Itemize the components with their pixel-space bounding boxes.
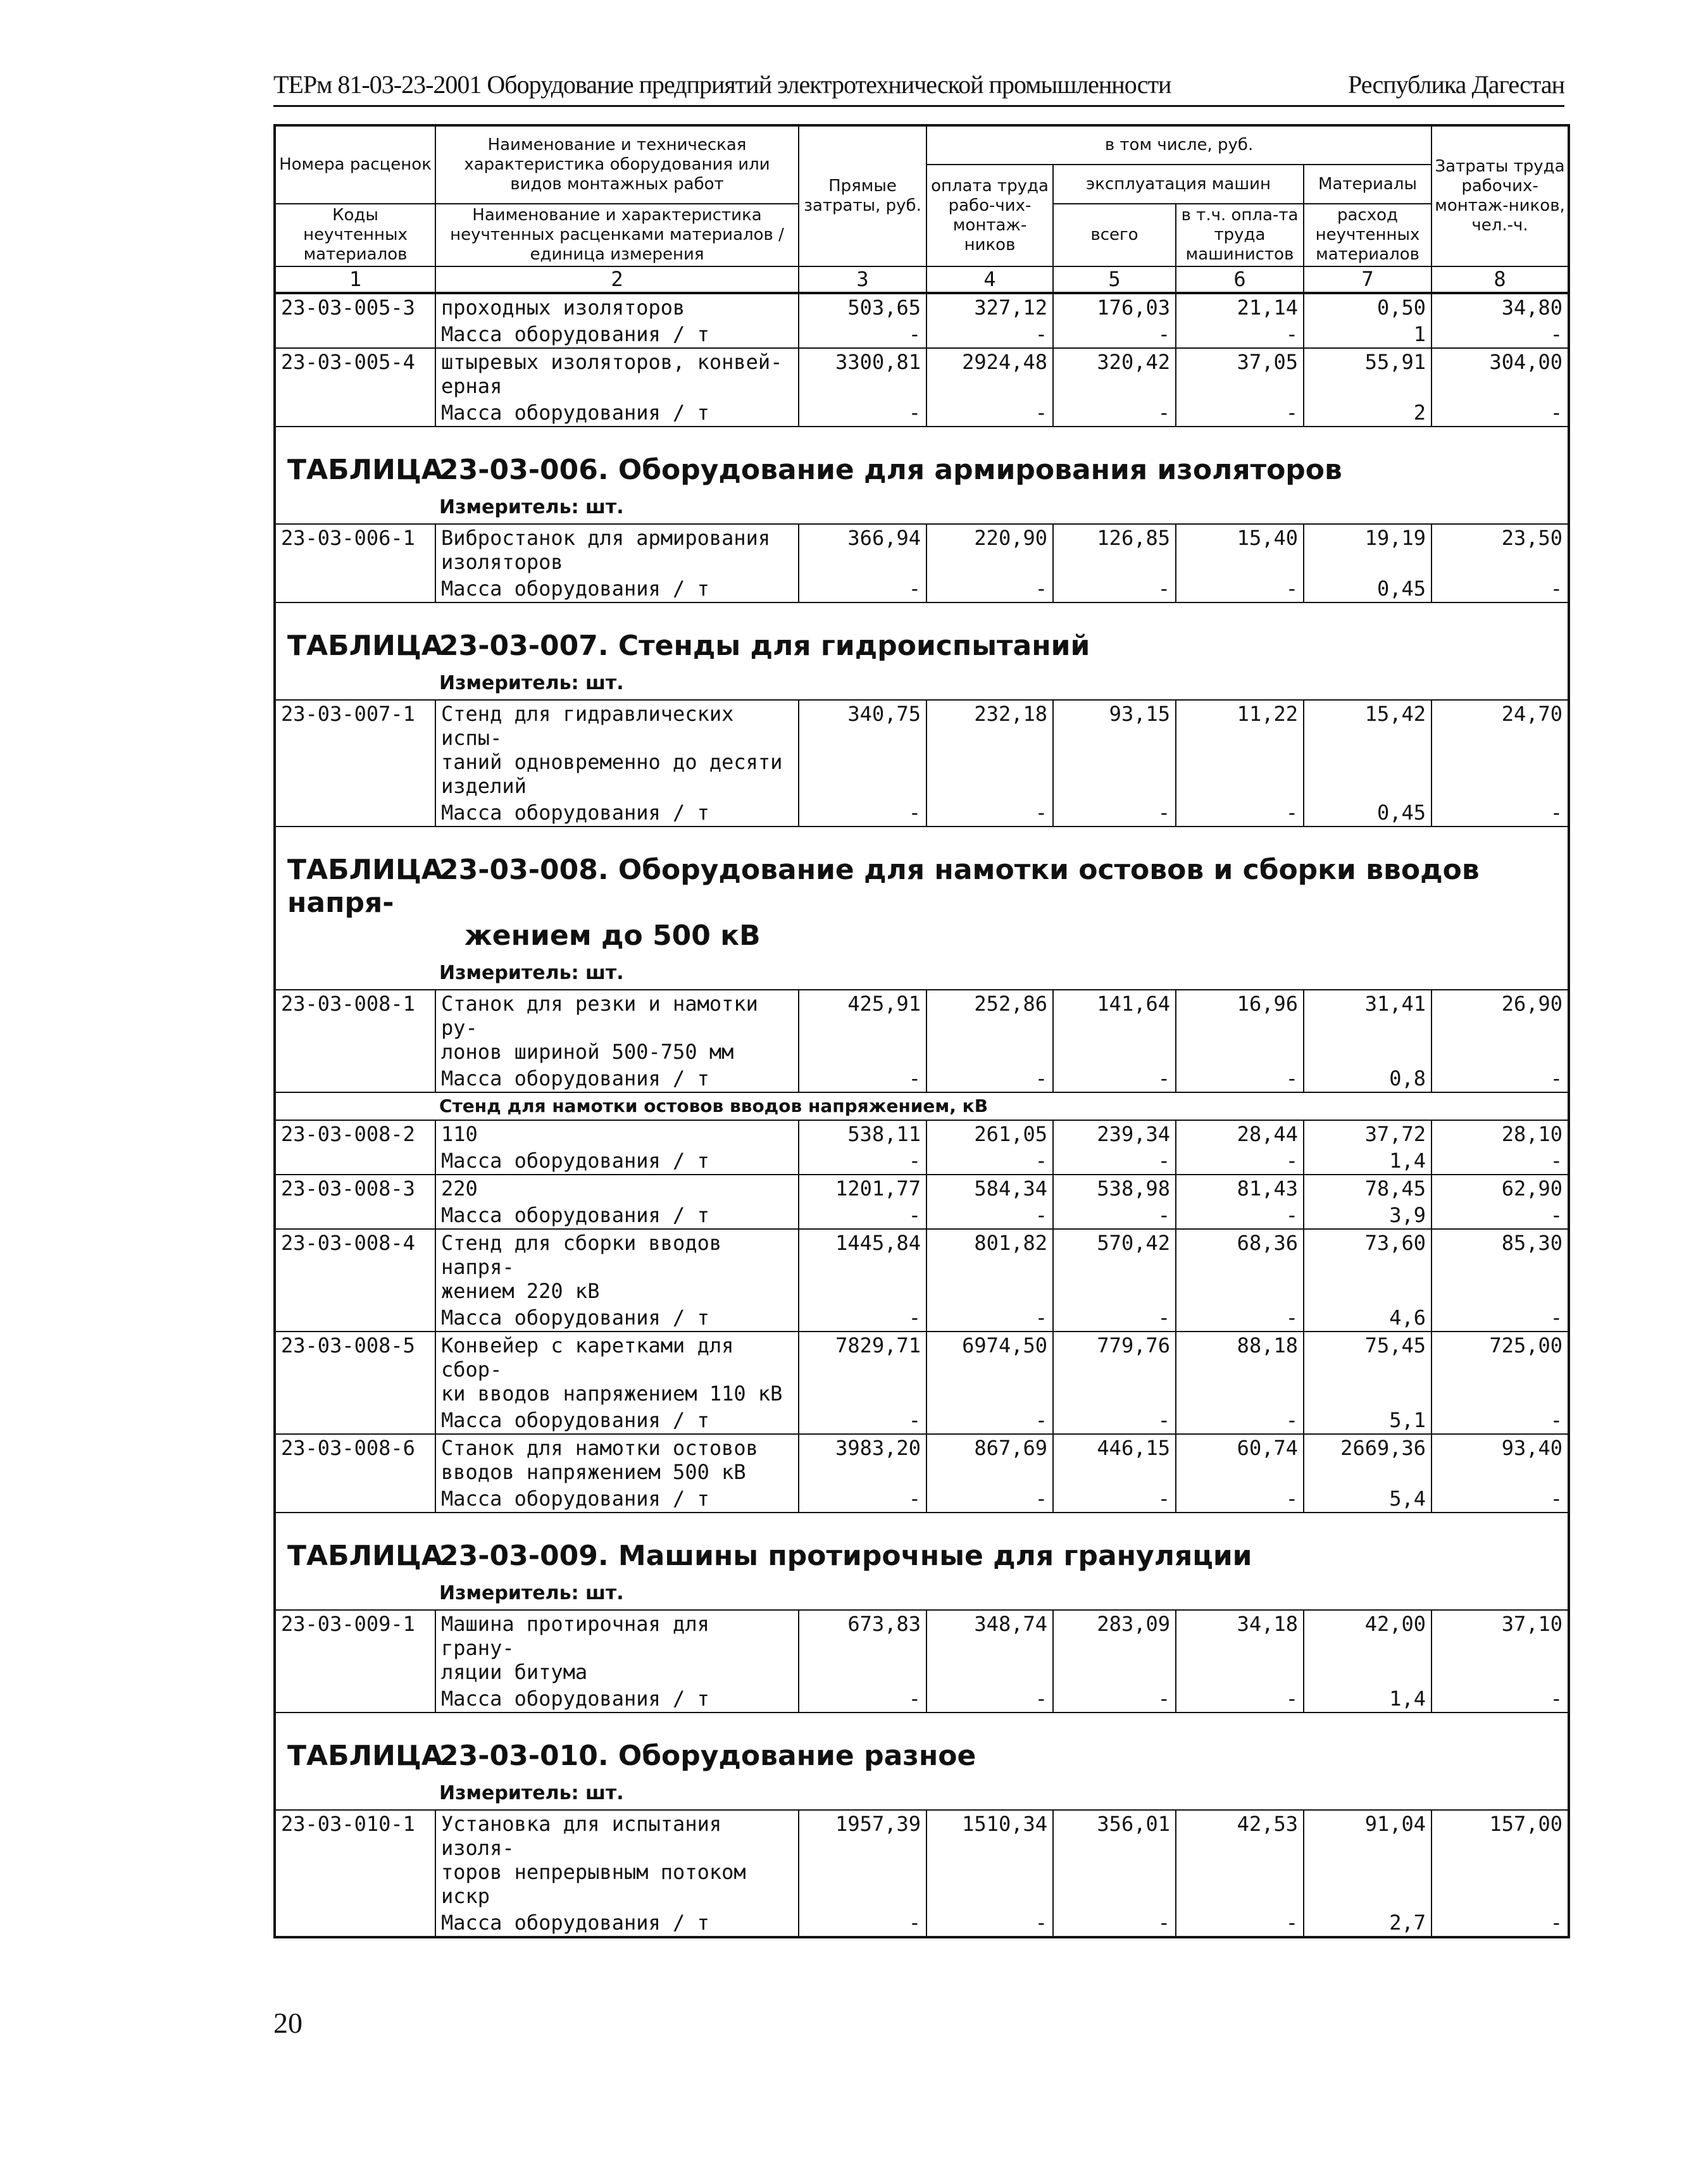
- header-name-top: Наименование и техническая характеристика оборудования или видов монтажных работ: [435, 125, 799, 204]
- mass-value: 0,45: [1304, 575, 1431, 602]
- mass-value: -: [1053, 1485, 1176, 1513]
- mass-label: Масса оборудования / т: [435, 799, 799, 827]
- rate-code: 23-03-008-4: [275, 1229, 435, 1304]
- rate-code: 23-03-008-2: [275, 1120, 435, 1147]
- rate-code: 23-03-007-1: [275, 700, 435, 799]
- machines-cost: 446,15: [1053, 1434, 1176, 1485]
- machinists-wage: 60,74: [1176, 1434, 1304, 1485]
- section-title-row: [275, 1713, 1569, 1810]
- labor-hours: 304,00: [1431, 348, 1569, 399]
- rate-name: Вибростанок для армирования изоляторов: [435, 524, 799, 575]
- labor-hours: 28,10: [1431, 1120, 1569, 1147]
- materials-cost: 75,45: [1304, 1332, 1431, 1407]
- mass-value: -: [1431, 1407, 1569, 1434]
- mass-value: 1,4: [1304, 1685, 1431, 1713]
- machinists-wage: 68,36: [1176, 1229, 1304, 1304]
- machinists-wage: 34,18: [1176, 1610, 1304, 1685]
- machines-cost: 283,09: [1053, 1610, 1176, 1685]
- mass-value: -: [1431, 799, 1569, 827]
- rate-code: 23-03-008-6: [275, 1434, 435, 1485]
- mass-row: [275, 575, 1569, 602]
- header-direct-costs: Прямые затраты, руб.: [799, 125, 926, 266]
- materials-cost: 55,91: [1304, 348, 1431, 399]
- table-row: [275, 1229, 1569, 1304]
- measure-label: Измеритель: шт.: [439, 496, 624, 518]
- column-number: 6: [1176, 266, 1304, 293]
- table-row: [275, 700, 1569, 799]
- table-row: [275, 293, 1569, 321]
- materials-cost: 15,42: [1304, 700, 1431, 799]
- direct-cost: 1957,39: [799, 1810, 926, 1909]
- mass-label: Масса оборудования / т: [435, 575, 799, 602]
- labor-hours: 23,50: [1431, 524, 1569, 575]
- mass-value: -: [799, 1202, 926, 1229]
- mass-value: -: [926, 1407, 1053, 1434]
- mass-row: [275, 1407, 1569, 1434]
- machines-cost: 570,42: [1053, 1229, 1176, 1304]
- section-title: ТАБЛИЦА23-03-006. Оборудование для армирования изоляторов: [287, 454, 1342, 486]
- table-row: [275, 1610, 1569, 1685]
- mass-row: [275, 1685, 1569, 1713]
- wage-cost: 261,05: [926, 1120, 1053, 1147]
- mass-value: 5,1: [1304, 1407, 1431, 1434]
- mass-value: -: [799, 799, 926, 827]
- table-row: [275, 1175, 1569, 1202]
- wage-cost: 867,69: [926, 1434, 1053, 1485]
- mass-label: Масса оборудования / т: [435, 1909, 799, 1937]
- mass-value: 2: [1304, 399, 1431, 427]
- rate-name: 220: [435, 1175, 799, 1202]
- table-header: [275, 125, 1569, 293]
- header-code-top: Номера расценок: [275, 125, 435, 204]
- mass-value: -: [1431, 321, 1569, 348]
- mass-value: -: [1431, 399, 1569, 427]
- mass-value: -: [1431, 1147, 1569, 1175]
- mass-value: -: [926, 321, 1053, 348]
- mass-value: -: [926, 399, 1053, 427]
- page-number: 20: [273, 2007, 302, 2039]
- rate-name: проходных изоляторов: [435, 293, 799, 321]
- wage-cost: 327,12: [926, 293, 1053, 321]
- mass-value: -: [1053, 1304, 1176, 1332]
- mass-label: Масса оборудования / т: [435, 1147, 799, 1175]
- mass-value: -: [1053, 1202, 1176, 1229]
- mass-value: -: [799, 1909, 926, 1937]
- header-materials: Материалы: [1304, 165, 1431, 204]
- mass-value: 4,6: [1304, 1304, 1431, 1332]
- direct-cost: 538,11: [799, 1120, 926, 1147]
- running-header: [273, 70, 1564, 107]
- column-number: 2: [435, 266, 799, 293]
- labor-hours: 62,90: [1431, 1175, 1569, 1202]
- mass-value: -: [799, 1485, 926, 1513]
- materials-cost: 37,72: [1304, 1120, 1431, 1147]
- mass-row: [275, 1147, 1569, 1175]
- labor-hours: 157,00: [1431, 1810, 1569, 1909]
- materials-cost: 73,60: [1304, 1229, 1431, 1304]
- header-title: ТЕРм 81-03-23-2001 Оборудование предприятий электротехнической промышленности: [273, 70, 1171, 99]
- mass-row: [275, 321, 1569, 348]
- rate-code: 23-03-005-4: [275, 348, 435, 399]
- direct-cost: 3300,81: [799, 348, 926, 399]
- labor-hours: 34,80: [1431, 293, 1569, 321]
- mass-row: [275, 1065, 1569, 1092]
- mass-value: -: [926, 1202, 1053, 1229]
- mass-row: [275, 399, 1569, 427]
- table-row: [275, 1810, 1569, 1909]
- direct-cost: 503,65: [799, 293, 926, 321]
- header-machines: эксплуатация машин: [1053, 165, 1304, 204]
- rate-code: 23-03-008-1: [275, 990, 435, 1065]
- mass-value: -: [926, 1485, 1053, 1513]
- mass-value: 0,45: [1304, 799, 1431, 827]
- section-title-row: [275, 1513, 1569, 1610]
- labor-hours: 725,00: [1431, 1332, 1569, 1407]
- machines-cost: 141,64: [1053, 990, 1176, 1065]
- machinists-wage: 88,18: [1176, 1332, 1304, 1407]
- machinists-wage: 15,40: [1176, 524, 1304, 575]
- direct-cost: 366,94: [799, 524, 926, 575]
- materials-cost: 31,41: [1304, 990, 1431, 1065]
- direct-cost: 340,75: [799, 700, 926, 799]
- mass-value: -: [1176, 321, 1304, 348]
- mass-value: -: [926, 1147, 1053, 1175]
- rate-code: 23-03-008-5: [275, 1332, 435, 1407]
- column-number: 5: [1053, 266, 1176, 293]
- mass-value: -: [1176, 1685, 1304, 1713]
- machines-cost: 239,34: [1053, 1120, 1176, 1147]
- machinists-wage: 21,14: [1176, 293, 1304, 321]
- mass-value: -: [1176, 1202, 1304, 1229]
- mass-value: -: [1176, 399, 1304, 427]
- rate-code: 23-03-005-3: [275, 293, 435, 321]
- machinists-wage: 28,44: [1176, 1120, 1304, 1147]
- mass-value: -: [799, 575, 926, 602]
- mass-label: Масса оборудования / т: [435, 1685, 799, 1713]
- wage-cost: 348,74: [926, 1610, 1053, 1685]
- direct-cost: 1445,84: [799, 1229, 926, 1304]
- mass-label: Масса оборудования / т: [435, 1485, 799, 1513]
- subheading: Стенд для намотки остовов вводов напряжением, кВ: [275, 1092, 1569, 1120]
- header-code-bottom: Коды неучтенных материалов: [275, 204, 435, 266]
- mass-value: -: [1176, 1304, 1304, 1332]
- mass-label: Масса оборудования / т: [435, 1065, 799, 1092]
- wage-cost: 232,18: [926, 700, 1053, 799]
- measure-label: Измеритель: шт.: [439, 1782, 624, 1804]
- materials-cost: 0,50: [1304, 293, 1431, 321]
- mass-value: -: [799, 321, 926, 348]
- column-number: 1: [275, 266, 435, 293]
- mass-value: -: [1176, 1485, 1304, 1513]
- wage-cost: 252,86: [926, 990, 1053, 1065]
- header-wage: оплата труда рабо-чих-монтаж-ников: [926, 165, 1053, 266]
- rate-name: Станок для намотки остовов вводов напряжением 500 кВ: [435, 1434, 799, 1485]
- machines-cost: 320,42: [1053, 348, 1176, 399]
- mass-value: -: [1431, 1065, 1569, 1092]
- mass-value: -: [799, 1065, 926, 1092]
- wage-cost: 1510,34: [926, 1810, 1053, 1909]
- section-title-row: [275, 427, 1569, 524]
- table-row: [275, 990, 1569, 1065]
- mass-value: -: [926, 575, 1053, 602]
- mass-value: -: [926, 799, 1053, 827]
- mass-value: -: [1176, 1147, 1304, 1175]
- labor-hours: 85,30: [1431, 1229, 1569, 1304]
- mass-value: -: [1053, 799, 1176, 827]
- rate-code: 23-03-010-1: [275, 1810, 435, 1909]
- labor-hours: 26,90: [1431, 990, 1569, 1065]
- mass-row: [275, 1304, 1569, 1332]
- mass-label: Масса оборудования / т: [435, 1304, 799, 1332]
- header-machinists-wage: в т.ч. опла-та труда машинистов: [1176, 204, 1304, 266]
- labor-hours: 93,40: [1431, 1434, 1569, 1485]
- mass-value: -: [799, 399, 926, 427]
- rate-name: Стенд для гидравлических испы- таний одновременно до десяти изделий: [435, 700, 799, 799]
- mass-value: 0,8: [1304, 1065, 1431, 1092]
- mass-value: -: [1053, 1685, 1176, 1713]
- direct-cost: 425,91: [799, 990, 926, 1065]
- table-row: [275, 1434, 1569, 1485]
- mass-value: -: [926, 1304, 1053, 1332]
- mass-row: [275, 799, 1569, 827]
- mass-value: -: [1053, 575, 1176, 602]
- header-machines-total: всего: [1053, 204, 1176, 266]
- mass-value: -: [1176, 1909, 1304, 1937]
- table-row: [275, 1120, 1569, 1147]
- wage-cost: 584,34: [926, 1175, 1053, 1202]
- rate-name: Машина протирочная для грану- ляции битума: [435, 1610, 799, 1685]
- mass-value: -: [1053, 321, 1176, 348]
- mass-value: -: [1431, 1685, 1569, 1713]
- measure-label: Измеритель: шт.: [439, 1582, 624, 1604]
- direct-cost: 1201,77: [799, 1175, 926, 1202]
- rate-name: 110: [435, 1120, 799, 1147]
- mass-value: 5,4: [1304, 1485, 1431, 1513]
- mass-row: [275, 1485, 1569, 1513]
- mass-value: -: [1053, 1909, 1176, 1937]
- mass-value: -: [926, 1065, 1053, 1092]
- machines-cost: 779,76: [1053, 1332, 1176, 1407]
- mass-value: 3,9: [1304, 1202, 1431, 1229]
- materials-cost: 2669,36: [1304, 1434, 1431, 1485]
- rate-code: 23-03-009-1: [275, 1610, 435, 1685]
- materials-cost: 78,45: [1304, 1175, 1431, 1202]
- mass-value: -: [1176, 1065, 1304, 1092]
- wage-cost: 220,90: [926, 524, 1053, 575]
- section-title-row: [275, 827, 1569, 990]
- machinists-wage: 16,96: [1176, 990, 1304, 1065]
- mass-value: -: [1176, 799, 1304, 827]
- header-region: Республика Дагестан: [1348, 70, 1564, 99]
- column-number: 4: [926, 266, 1053, 293]
- machinists-wage: 37,05: [1176, 348, 1304, 399]
- mass-value: -: [1053, 1407, 1176, 1434]
- machines-cost: 126,85: [1053, 524, 1176, 575]
- table-row: [275, 524, 1569, 575]
- materials-cost: 91,04: [1304, 1810, 1431, 1909]
- rate-name: штыревых изоляторов, конвей- ерная: [435, 348, 799, 399]
- measure-label: Измеритель: шт.: [439, 672, 624, 694]
- mass-row: [275, 1202, 1569, 1229]
- column-number: 8: [1431, 266, 1569, 293]
- header-including: в том числе, руб.: [926, 125, 1431, 165]
- rate-name: Стенд для сборки вводов напря- жением 220 кВ: [435, 1229, 799, 1304]
- section-title: ТАБЛИЦА23-03-009. Машины протирочные для грануляции: [287, 1540, 1252, 1572]
- header-materials-use: расход неучтенных материалов: [1304, 204, 1431, 266]
- column-number: 7: [1304, 266, 1431, 293]
- price-table: [273, 124, 1570, 1938]
- mass-value: -: [1431, 1909, 1569, 1937]
- mass-value: -: [1431, 575, 1569, 602]
- measure-label: Измеритель: шт.: [439, 962, 624, 984]
- machines-cost: 356,01: [1053, 1810, 1176, 1909]
- machines-cost: 93,15: [1053, 700, 1176, 799]
- mass-value: -: [799, 1407, 926, 1434]
- rate-code: 23-03-008-3: [275, 1175, 435, 1202]
- labor-hours: 24,70: [1431, 700, 1569, 799]
- header-labor: Затраты труда рабочих-монтаж-ников, чел.-ч.: [1431, 125, 1569, 266]
- mass-value: -: [1176, 575, 1304, 602]
- mass-value: -: [1053, 399, 1176, 427]
- mass-label: Масса оборудования / т: [435, 1202, 799, 1229]
- direct-cost: 7829,71: [799, 1332, 926, 1407]
- mass-value: -: [1431, 1202, 1569, 1229]
- mass-value: -: [1431, 1485, 1569, 1513]
- section-title-row: [275, 602, 1569, 700]
- wage-cost: 2924,48: [926, 348, 1053, 399]
- rate-name: Станок для резки и намотки ру- лонов шириной 500-750 мм: [435, 990, 799, 1065]
- mass-value: -: [1053, 1147, 1176, 1175]
- mass-value: -: [799, 1304, 926, 1332]
- subheading-row: [275, 1092, 1569, 1120]
- table-row: [275, 348, 1569, 399]
- machinists-wage: 81,43: [1176, 1175, 1304, 1202]
- mass-value: 1: [1304, 321, 1431, 348]
- direct-cost: 673,83: [799, 1610, 926, 1685]
- header-name-bottom: Наименование и характеристика неучтенных расценками материалов / единица измерения: [435, 204, 799, 266]
- mass-value: 1,4: [1304, 1147, 1431, 1175]
- materials-cost: 19,19: [1304, 524, 1431, 575]
- wage-cost: 801,82: [926, 1229, 1053, 1304]
- machinists-wage: 42,53: [1176, 1810, 1304, 1909]
- rate-name: Установка для испытания изоля- торов непрерывным потоком искр: [435, 1810, 799, 1909]
- mass-value: -: [1431, 1304, 1569, 1332]
- section-title: ТАБЛИЦА23-03-008. Оборудование для намотки остовов и сборки вводов напря- жением до 500 кВ: [287, 854, 1480, 952]
- rate-code: 23-03-006-1: [275, 524, 435, 575]
- table-row: [275, 1332, 1569, 1407]
- machines-cost: 176,03: [1053, 293, 1176, 321]
- section-title: ТАБЛИЦА23-03-007. Стенды для гидроиспытаний: [287, 630, 1090, 662]
- wage-cost: 6974,50: [926, 1332, 1053, 1407]
- mass-value: -: [926, 1685, 1053, 1713]
- mass-value: -: [1176, 1407, 1304, 1434]
- mass-label: Масса оборудования / т: [435, 399, 799, 427]
- direct-cost: 3983,20: [799, 1434, 926, 1485]
- mass-value: -: [799, 1147, 926, 1175]
- column-numbers-row: [275, 266, 1569, 293]
- section-title: ТАБЛИЦА23-03-010. Оборудование разное: [287, 1740, 976, 1772]
- mass-value: -: [926, 1909, 1053, 1937]
- mass-row: [275, 1909, 1569, 1937]
- mass-value: -: [1053, 1065, 1176, 1092]
- materials-cost: 42,00: [1304, 1610, 1431, 1685]
- column-number: 3: [799, 266, 926, 293]
- labor-hours: 37,10: [1431, 1610, 1569, 1685]
- rate-name: Конвейер с каретками для сбор- ки вводов напряжением 110 кВ: [435, 1332, 799, 1407]
- mass-label: Масса оборудования / т: [435, 1407, 799, 1434]
- machines-cost: 538,98: [1053, 1175, 1176, 1202]
- mass-value: 2,7: [1304, 1909, 1431, 1937]
- machinists-wage: 11,22: [1176, 700, 1304, 799]
- mass-value: -: [799, 1685, 926, 1713]
- mass-label: Масса оборудования / т: [435, 321, 799, 348]
